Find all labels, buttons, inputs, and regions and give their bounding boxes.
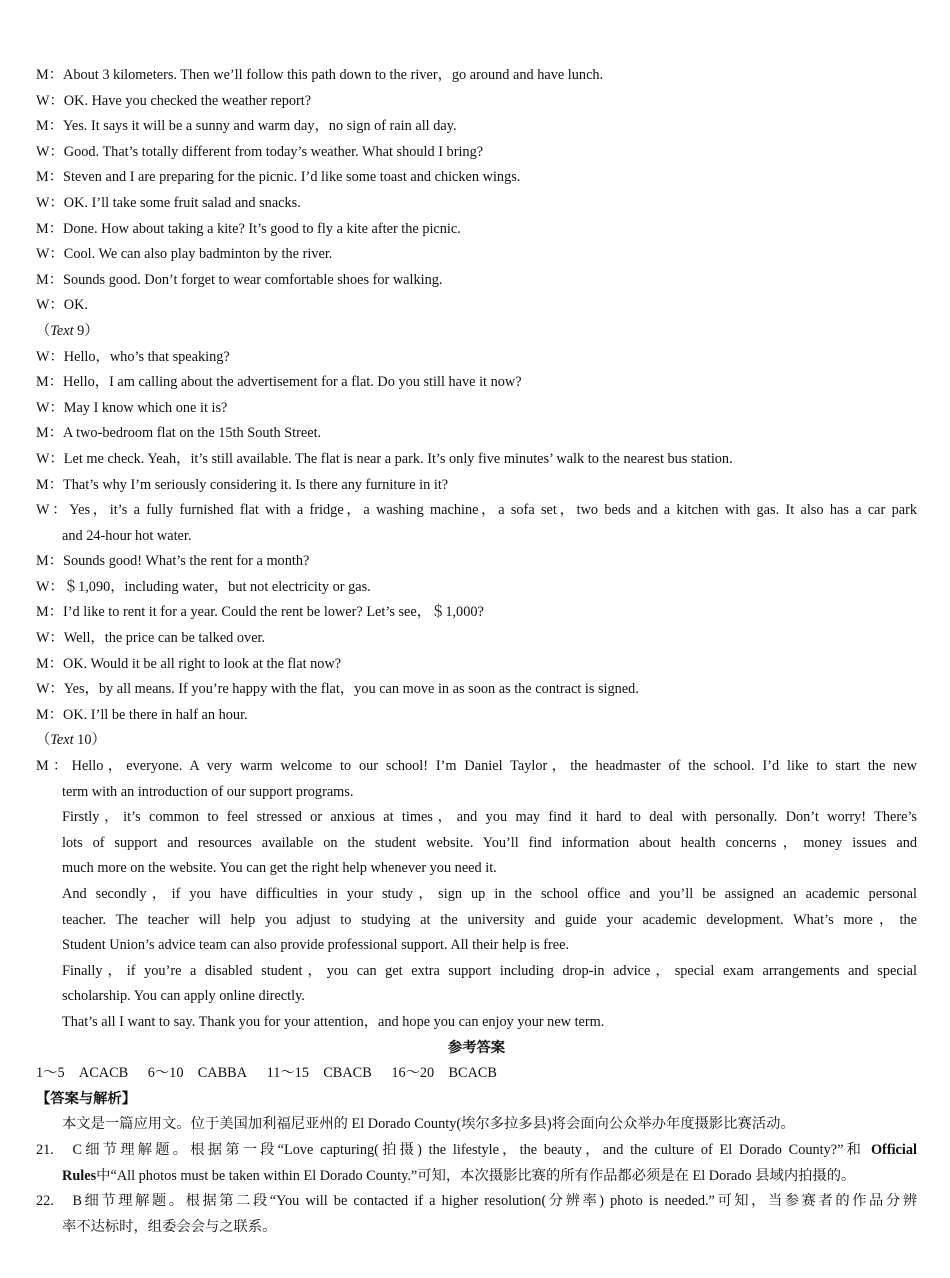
q22-explanation: 22. B细节理解题。根据第二段“You will be contacted if a higher resolution(分辨率) photo is needed.”可知，当参赛者的作品分辨 bbox=[36, 1189, 917, 1215]
monologue-line: M：Hello，everyone. A very warm welcome to our school! I’m Daniel Taylor，the headmaster of the school. I’d like to start the new bbox=[36, 758, 917, 775]
monologue-line: Student Union’s advice team can also provide professional support. All their help is free. bbox=[62, 937, 570, 954]
dialog-line-continued: and 24-hour hot water. bbox=[62, 527, 192, 544]
answer-key bbox=[36, 1061, 917, 1087]
dialog-line: W：May I know which one it is? bbox=[36, 399, 228, 416]
monologue-line: teacher. The teacher will help you adjust to studying at the university and guide your academic development. What’s more，the bbox=[62, 911, 917, 928]
dialog-line: W：Cool. We can also play badminton by the river. bbox=[36, 246, 333, 263]
monologue-line: That’s all I want to say. Thank you for your attention，and hope you can enjoy your new term. bbox=[62, 1013, 605, 1030]
monologue-line: Firstly，it’s common to feel stressed or anxious at times，and you may find it hard to deal with personally. Don’t worry! There’s bbox=[62, 809, 917, 826]
dialog-line: M：Done. How about taking a kite? It’s good to fly a kite after the picnic. bbox=[36, 220, 461, 237]
analysis-intro: 本文是一篇应用文。位于美国加利福尼亚州的 El Dorado County(埃尔多拉多县)将会面向公众举办年度摄影比赛活动。 bbox=[62, 1116, 795, 1133]
monologue-line: term with an introduction of our support programs. bbox=[62, 783, 354, 800]
answer-group: 1～5 ACACB bbox=[36, 1065, 129, 1082]
dialog-line: M：Hello，I am calling about the advertisement for a flat. Do you still have it now? bbox=[36, 374, 522, 391]
dialog-line: W：OK. bbox=[36, 297, 89, 314]
analysis-heading: 【答案与解析】 bbox=[36, 1090, 137, 1107]
monologue-line: Finally，if you’re a disabled student，you can get extra support including drop-in advice，special exam arrangements and special bbox=[62, 962, 917, 979]
dialog-line: W：Yes，by all means. If you’re happy with the flat，you can move in as soon as the contract is signed. bbox=[36, 681, 639, 698]
dialog-line: M：Steven and I are preparing for the picnic. I’d like some toast and chicken wings. bbox=[36, 169, 521, 186]
dialog-line: M：Sounds good! What’s the rent for a month? bbox=[36, 553, 310, 570]
dialog-line: M：That’s why I’m seriously considering it. Is there any furniture in it? bbox=[36, 476, 449, 493]
dialog-line: M：OK. Would it be all right to look at the flat now? bbox=[36, 655, 342, 672]
monologue-line: lots of support and resources available on the student website. You’ll find information about health concerns，money issues and bbox=[62, 834, 917, 851]
dialog-line: W：＄1,090，including water，but not electricity or gas. bbox=[36, 578, 371, 595]
dialog-line: W：Let me check. Yeah，it’s still available. The flat is near a park. It’s only five minutes’ walk to the nearest bus station. bbox=[36, 450, 733, 467]
dialog-line: W：OK. Have you checked the weather report? bbox=[36, 92, 312, 109]
dialog-line: W：Good. That’s totally different from today’s weather. What should I bring? bbox=[36, 143, 484, 160]
dialog-line: W：Yes，it’s a fully furnished flat with a fridge，a washing machine，a sofa set，two beds and a kitchen with gas. It also has a car park bbox=[36, 502, 917, 519]
question-number: 22. B bbox=[36, 1193, 82, 1210]
dialog-line: W：Hello，who’s that speaking? bbox=[36, 348, 230, 365]
monologue-line: And secondly，if you have difficulties in your study，sign up in the school office and you’ll be assigned an academic personal bbox=[62, 886, 917, 902]
q21-explanation-continued: Rules中“All photos must be taken within El Dorado County.”可知，本次摄影比赛的所有作品都必须是在 El Dorado 县域内拍摄的。 bbox=[62, 1167, 856, 1184]
dialog-line: M：OK. I’ll be there in half an hour. bbox=[36, 706, 248, 723]
q22-explanation-continued: 率不达标时，组委会会与之联系。 bbox=[62, 1218, 277, 1235]
question-number: 21. C bbox=[36, 1141, 82, 1158]
dialog-line: W：OK. I’ll take some fruit salad and snacks. bbox=[36, 194, 301, 211]
dialog-line: W：Well，the price can be talked over. bbox=[36, 630, 266, 647]
monologue-line: much more on the website. You can get the right help whenever you need it. bbox=[62, 860, 497, 877]
dialog-line: M：About 3 kilometers. Then we’ll follow this path down to the river，go around and have lunch. bbox=[36, 67, 604, 83]
dialog-line: M：A two-bedroom flat on the 15th South Street. bbox=[36, 425, 322, 442]
text9-label: （Text 9） bbox=[36, 322, 99, 339]
dialog-line: M：I’d like to rent it for a year. Could the rent be lower? Let’s see，＄1,000? bbox=[36, 604, 484, 621]
answer-group: 16～20 BCACB bbox=[391, 1065, 497, 1082]
answers-heading: 参考答案 bbox=[447, 1039, 506, 1056]
text10-label: （Text 10） bbox=[36, 732, 106, 749]
monologue-line: scholarship. You can apply online directly. bbox=[62, 988, 305, 1005]
dialog-line: M：Sounds good. Don’t forget to wear comfortable shoes for walking. bbox=[36, 271, 443, 288]
q21-explanation: 21. C细节理解题。根据第一段“Love capturing(拍摄) the lifestyle，the beauty，and the culture of El Dorado County?”和 Official bbox=[36, 1138, 917, 1164]
dialog-line: M：Yes. It says it will be a sunny and warm day，no sign of rain all day. bbox=[36, 118, 457, 135]
answer-group: 6～10 CABBA bbox=[147, 1065, 248, 1082]
listening-transcript bbox=[36, 63, 917, 1240]
answer-group: 11～15 CBACB bbox=[266, 1065, 372, 1082]
